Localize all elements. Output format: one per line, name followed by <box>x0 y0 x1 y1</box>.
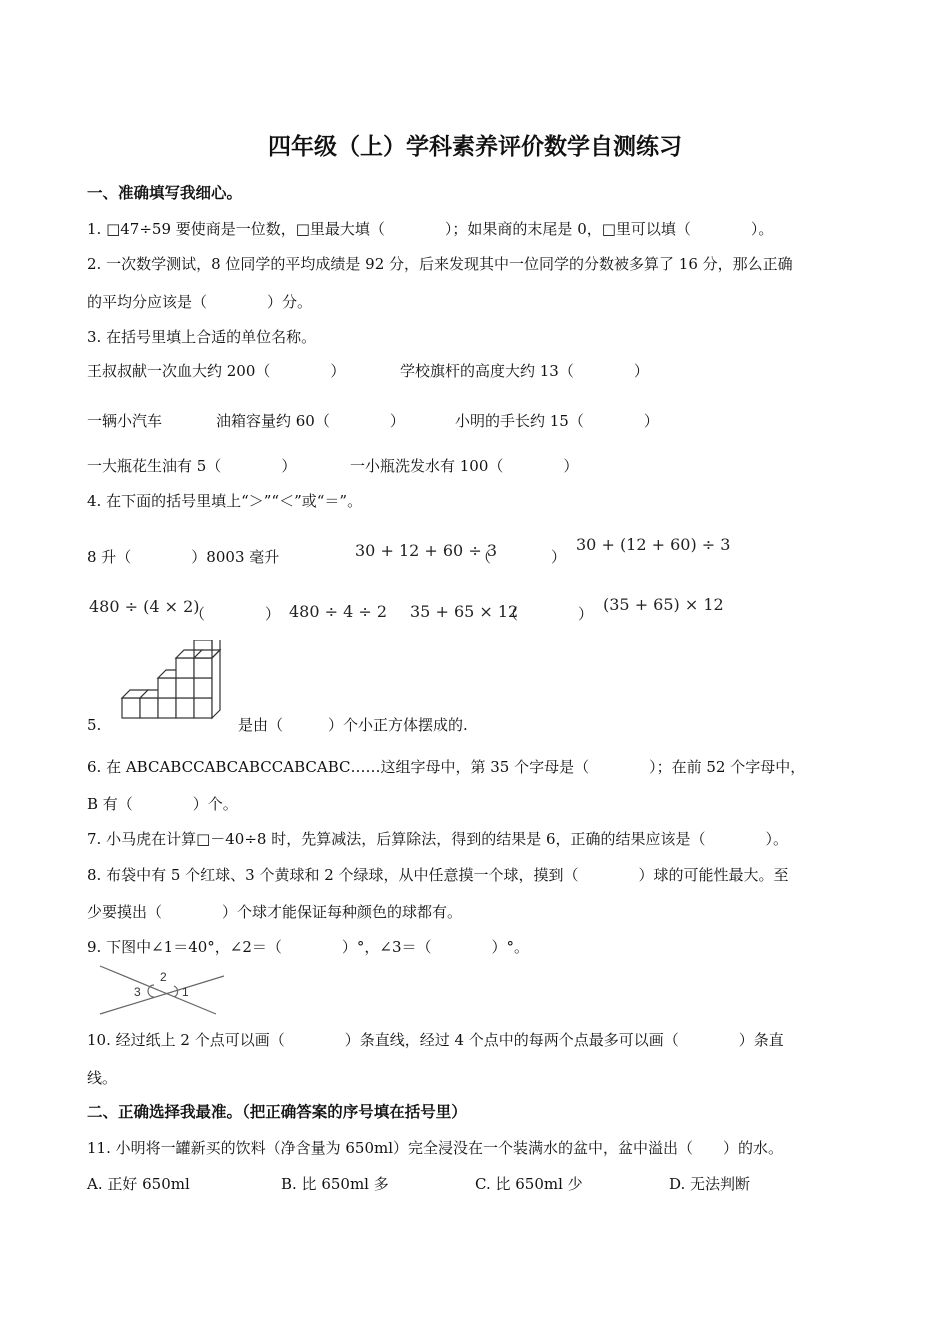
question-2-line-1: 2. 一次数学测试，8 位同学的平均成绩是 92 分，后来发现其中一位同学的分数被多算了 16 分，那么正确 <box>87 255 793 273</box>
question-2-line-2: 的平均分应该是（ ）分。 <box>87 293 313 311</box>
question-3-item-b: 学校旗杆的高度大约 13（ ） <box>400 362 649 380</box>
question-4-expr-c-left: 480 ÷ (4 × 2) <box>89 597 200 616</box>
question-10-line-2: 线。 <box>87 1069 118 1087</box>
angle-label-2: 2 <box>160 970 167 984</box>
angle-label-1: 1 <box>182 985 189 999</box>
section-2-heading: 二、正确选择我最准。（把正确答案的序号填在括号里） <box>87 1103 467 1121</box>
question-3-item-c-label: 一辆小汽车 <box>87 412 163 430</box>
question-3-item-d: 小明的手长约 15（ ） <box>455 412 659 430</box>
question-3-item-c: 油箱容量约 60（ ） <box>216 412 405 430</box>
question-6-line-1: 6. 在 ABCABCCABCABCCABCABC……这组字母中，第 35 个字母是（ ）；在前 52 个字母中， <box>87 758 806 776</box>
question-9: 9. 下图中∠1＝40°，∠2＝（ ）°，∠3＝（ ）°。 <box>87 938 530 956</box>
question-4-expr-c-right: 480 ÷ 4 ÷ 2 <box>289 602 388 621</box>
question-3-item-e: 一大瓶花生油有 5（ ） <box>87 457 297 475</box>
question-8-line-2: 少要摸出（ ）个球才能保证每种颜色的球都有。 <box>87 903 463 921</box>
question-4-blank-c: （ ） <box>190 605 281 623</box>
question-4: 4. 在下面的括号里填上“＞”“＜”或“＝”。 <box>87 492 363 510</box>
question-10-line-1: 10. 经过纸上 2 个点可以画（ ）条直线，经过 4 个点中的每两个点最多可以画（ ）条直 <box>87 1031 784 1049</box>
question-4-expr-d-left: 35 + 65 × 12 <box>410 602 519 621</box>
question-3-item-f: 一小瓶洗发水有 100（ ） <box>350 457 579 475</box>
question-3: 3. 在括号里填上合适的单位名称。 <box>87 328 317 346</box>
question-11-option-c: C. 比 650ml 少 <box>475 1175 583 1193</box>
question-7: 7. 小马虎在计算□－40÷8 时，先算减法，后算除法，得到的结果是 6，正确的结果应该是（ ）。 <box>87 830 789 848</box>
page-title: 四年级（上）学科素养评价数学自测练习 <box>268 134 682 160</box>
question-11-option-a: A. 正好 650ml <box>87 1175 190 1193</box>
question-4-item-a: 8 升（ ）8003 毫升 <box>87 548 280 566</box>
question-3-item-a: 王叔叔献一次血大约 200（ ） <box>87 362 346 380</box>
question-5-text: 是由（ ）个小正方体摆成的. <box>238 716 468 734</box>
question-11: 11. 小明将一罐新买的饮料（净含量为 650ml）完全浸没在一个装满水的盆中，盆中溢出（ ）的水。 <box>87 1139 784 1157</box>
question-4-expr-b-left: 30 + 12 + 60 ÷ 3 <box>355 541 497 560</box>
angle-lines-figure <box>98 964 228 1018</box>
question-4-expr-b-right: 30 + (12 + 60) ÷ 3 <box>576 535 731 554</box>
question-4-blank-d: （ ） <box>503 605 594 623</box>
question-6-line-2: B 有（ ）个。 <box>87 795 238 813</box>
question-1: 1. □47÷59 要使商是一位数，□里最大填（ ）；如果商的末尾是 0，□里可以填（ ）。 <box>87 220 774 238</box>
question-8-line-1: 8. 布袋中有 5 个红球、3 个黄球和 2 个绿球，从中任意摸一个球，摸到（ ）球的可能性最大。至 <box>87 866 789 884</box>
question-11-option-d: D. 无法判断 <box>669 1175 751 1193</box>
question-4-expr-d-right: (35 + 65) × 12 <box>603 595 724 614</box>
angle-label-3: 3 <box>134 985 141 999</box>
question-11-option-b: B. 比 650ml 多 <box>281 1175 389 1193</box>
question-4-blank-b: （ ） <box>476 548 567 566</box>
question-5-number: 5. <box>87 716 102 734</box>
section-1-heading: 一、准确填写我细心。 <box>87 184 243 202</box>
cube-stack-figure <box>118 640 228 722</box>
